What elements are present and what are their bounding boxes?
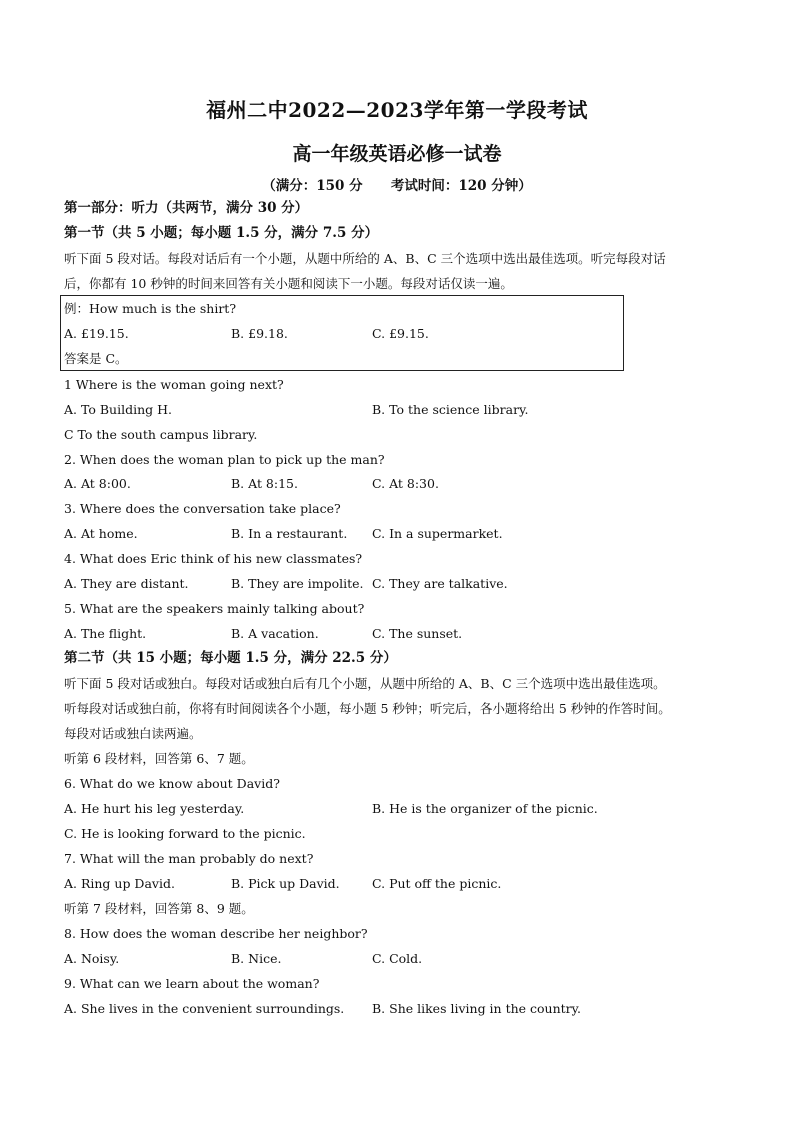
option-c: C. In a supermarket. xyxy=(372,526,503,541)
question-stem: 6. What do we know about David? xyxy=(64,776,280,791)
option-b: B. At 8:15. xyxy=(231,476,298,491)
question-stem: 3. Where does the conversation take place? xyxy=(64,501,341,516)
option-a: A. They are distant. xyxy=(64,576,189,591)
example-question: 例：How much is the shirt? xyxy=(64,301,237,316)
option-c: C. Cold. xyxy=(372,951,423,966)
option-a: A. Noisy. xyxy=(64,951,120,966)
option-b: B. They are impolite. xyxy=(231,576,364,591)
example-answer: 答案是 C。 xyxy=(64,351,128,366)
question-stem: 1 Where is the woman going next? xyxy=(64,377,284,392)
exam-subtitle: 高一年级英语必修一试卷 xyxy=(292,143,502,165)
section2-instruction-line: 听每段对话或独白前，你将有时间阅读各个小题，每小题 5 秒钟；听完后，各小题将给出 5 秒钟的作答时间。 xyxy=(64,701,671,716)
option-c: C. They are talkative. xyxy=(372,576,508,591)
section2-instruction-line: 每段对话或独白读两遍。 xyxy=(64,726,202,741)
option-c: C. The sunset. xyxy=(372,626,463,641)
question-stem: 8. How does the woman describe her neighbor? xyxy=(64,926,368,941)
option-b: B. A vacation. xyxy=(231,626,319,641)
question-stem: 9. What can we learn about the woman? xyxy=(64,976,320,991)
material-note: 听第 6 段材料，回答第 6、7 题。 xyxy=(64,751,254,766)
question-stem: 2. When does the woman plan to pick up the man? xyxy=(64,452,385,467)
section2-heading: 第二节（共 15 小题；每小题 1.5 分，满分 22.5 分） xyxy=(64,650,397,666)
exam-meta: （满分：150 分 考试时间：120 分钟） xyxy=(262,178,532,194)
option-a: A. At home. xyxy=(64,526,138,541)
option-a: A. At 8:00. xyxy=(64,476,131,491)
section2-instruction-line: 听下面 5 段对话或独白。每段对话或独白后有几个小题，从题中所给的 A、B、C 三个选项中选出最佳选项。 xyxy=(64,676,666,691)
question-stem: 4. What does Eric think of his new classmates? xyxy=(64,551,363,566)
option-b: B. To the science library. xyxy=(372,402,529,417)
option-b: B. In a restaurant. xyxy=(231,526,348,541)
option-c: C. Put off the picnic. xyxy=(372,876,502,891)
option-b: B. Nice. xyxy=(231,951,282,966)
option-b: B. She likes living in the country. xyxy=(372,1001,582,1016)
option-c: C. He is looking forward to the picnic. xyxy=(64,826,306,841)
part1-heading: 第一部分：听力（共两节，满分 30 分） xyxy=(64,200,309,216)
option-c: C To the south campus library. xyxy=(64,427,258,442)
section1-instruction-line: 听下面 5 段对话。每段对话后有一个小题，从题中所给的 A、B、C 三个选项中选出最佳选项。听完每段对话 xyxy=(64,251,666,266)
option-a: A. She lives in the convenient surroundings. xyxy=(64,1001,345,1016)
example-option-a: A. £19.15. xyxy=(64,326,129,341)
section1-heading: 第一节（共 5 小题；每小题 1.5 分，满分 7.5 分） xyxy=(64,225,379,241)
example-option-c: C. £9.15. xyxy=(372,326,429,341)
material-note: 听第 7 段材料，回答第 8、9 题。 xyxy=(64,901,254,916)
option-a: A. To Building H. xyxy=(64,402,172,417)
option-b: B. Pick up David. xyxy=(231,876,340,891)
option-b: B. He is the organizer of the picnic. xyxy=(372,801,598,816)
option-a: A. The flight. xyxy=(64,626,147,641)
option-a: A. Ring up David. xyxy=(64,876,175,891)
option-c: C. At 8:30. xyxy=(372,476,439,491)
question-stem: 7. What will the man probably do next? xyxy=(64,851,314,866)
question-stem: 5. What are the speakers mainly talking about? xyxy=(64,601,365,616)
exam-title: 福州二中2022—2023学年第一学段考试 xyxy=(206,98,588,122)
section1-instruction-line: 后，你都有 10 秒钟的时间来回答有关小题和阅读下一小题。每段对话仅读一遍。 xyxy=(64,276,513,291)
option-a: A. He hurt his leg yesterday. xyxy=(64,801,245,816)
example-option-b: B. £9.18. xyxy=(231,326,288,341)
